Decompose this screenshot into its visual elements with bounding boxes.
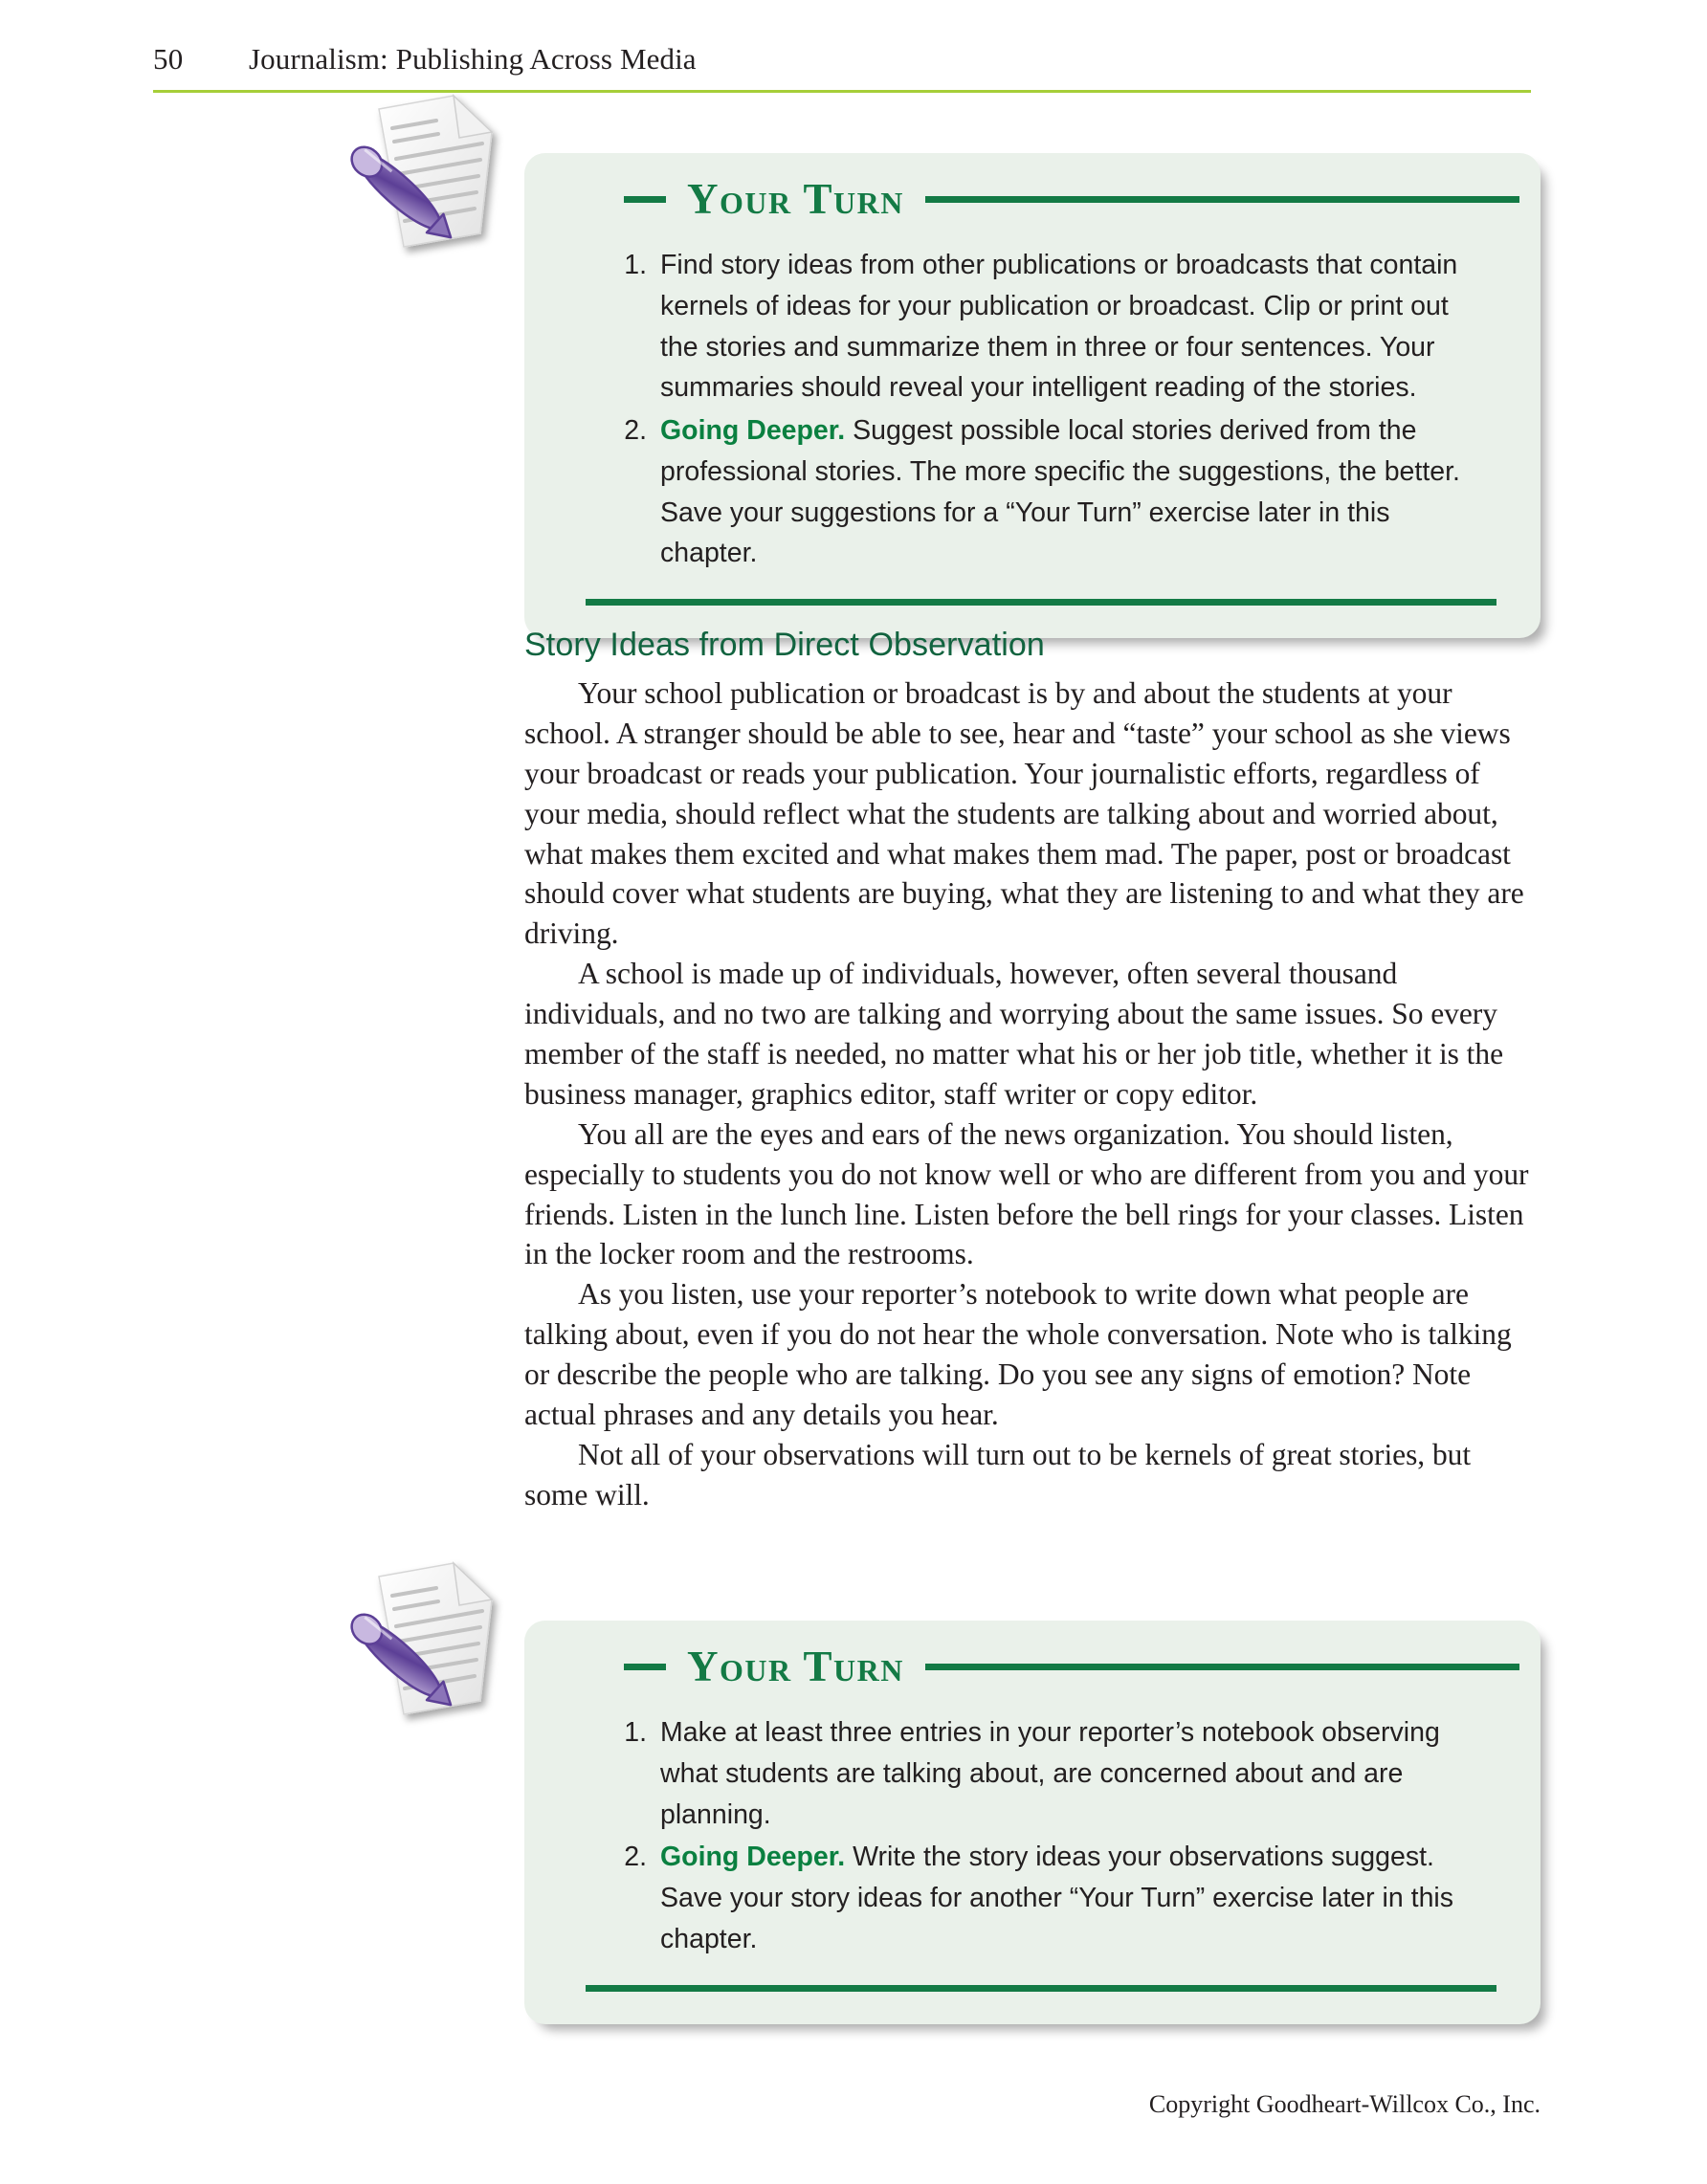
list-item <box>612 1837 1491 1959</box>
feature-header <box>524 153 1541 245</box>
list-item <box>612 245 1491 408</box>
feature-title: Your Turn <box>687 1642 904 1690</box>
list-item <box>612 410 1491 574</box>
book-title: Journalism: Publishing Across Media <box>249 42 697 76</box>
feature-bottom-rule <box>586 1985 1496 1992</box>
list-item <box>612 1712 1491 1835</box>
header-rule-right <box>925 196 1519 203</box>
body-paragraph: As you listen, use your reporter’s notebook to write down what people are talking about, even if you do not hear the whole conversation. Note who is talking or describe the people who are talking. Do you see any signs of emotion? Note actual phrases and any details you hear. <box>524 1277 1512 1432</box>
section-block <box>524 627 1541 1515</box>
copyright-line: Copyright Goodheart-Willcox Co., Inc. <box>1148 2090 1541 2118</box>
item-text: Make at least three entries in your reporter’s notebook observing what students are talking about, are concerned about and are planning. <box>660 1717 1440 1830</box>
section-heading: Story Ideas from Direct Observation <box>524 627 1045 663</box>
header-rule-right <box>925 1664 1519 1670</box>
item-text: Write the story ideas your observations suggest. Save your story ideas for another “Your Turn” exercise later in this chapter. <box>660 1842 1454 1954</box>
feature-item-list <box>524 245 1541 574</box>
paper-and-pen-icon <box>346 82 538 264</box>
body-paragraph: Not all of your observations will turn out to be kernels of great stories, but some will. <box>524 1437 1472 1511</box>
body-paragraph: A school is made up of individuals, however, often several thousand individuals, and no two are talking and worrying about the same issues. So every member of the staff is needed, no matter what his or her job title, whether it is the business manager, graphics editor, staff writer or copy editor. <box>524 957 1504 1111</box>
body-paragraph: Your school publication or broadcast is by and about the students at your school. A stranger should be able to see, hear and “taste” your school as she views your broadcast or reads your publication. Your journalistic efforts, regardless of your media, should reflect what the students are talking about and worried about, what makes them excited and what makes them mad. The paper, post or broadcast should cover what students are buying, what they are listening to and what they are driving. <box>524 676 1524 951</box>
your-turn-box-2 <box>524 1621 1541 2024</box>
feature-box <box>524 153 1541 638</box>
header-rule-left <box>624 1664 666 1670</box>
feature-title: Your Turn <box>687 174 904 223</box>
feature-bottom-rule <box>586 599 1496 606</box>
paper-and-pen-icon <box>346 1550 538 1732</box>
feature-header <box>524 1621 1541 1712</box>
item-text: Find story ideas from other publications or broadcasts that contain kernels of ideas for your publication or broadcast. Clip or print out the stories and summarize them in three or four sentences. Your summaries should reveal your intelligent reading of the stories. <box>660 250 1458 404</box>
running-head <box>153 42 1531 93</box>
your-turn-box-1 <box>524 153 1541 638</box>
page-number: 50 <box>153 42 184 76</box>
going-deeper-label: Going Deeper. <box>660 1842 846 1873</box>
feature-item-list <box>524 1712 1541 1960</box>
body-paragraph: You all are the eyes and ears of the news organization. You should listen, especially to students you do not know well or who are different from you and your friends. Listen in the lunch line. Listen before the bell rings for your classes. Listen in the locker room and the restrooms. <box>524 1116 1529 1271</box>
going-deeper-label: Going Deeper. <box>660 415 846 446</box>
feature-box <box>524 1621 1541 2024</box>
header-rule-left <box>624 196 666 203</box>
item-text: Suggest possible local stories derived from the professional stories. The more specific the suggestions, the better. Save your suggestions for a “Your Turn” exercise later in this chapter. <box>660 415 1460 569</box>
